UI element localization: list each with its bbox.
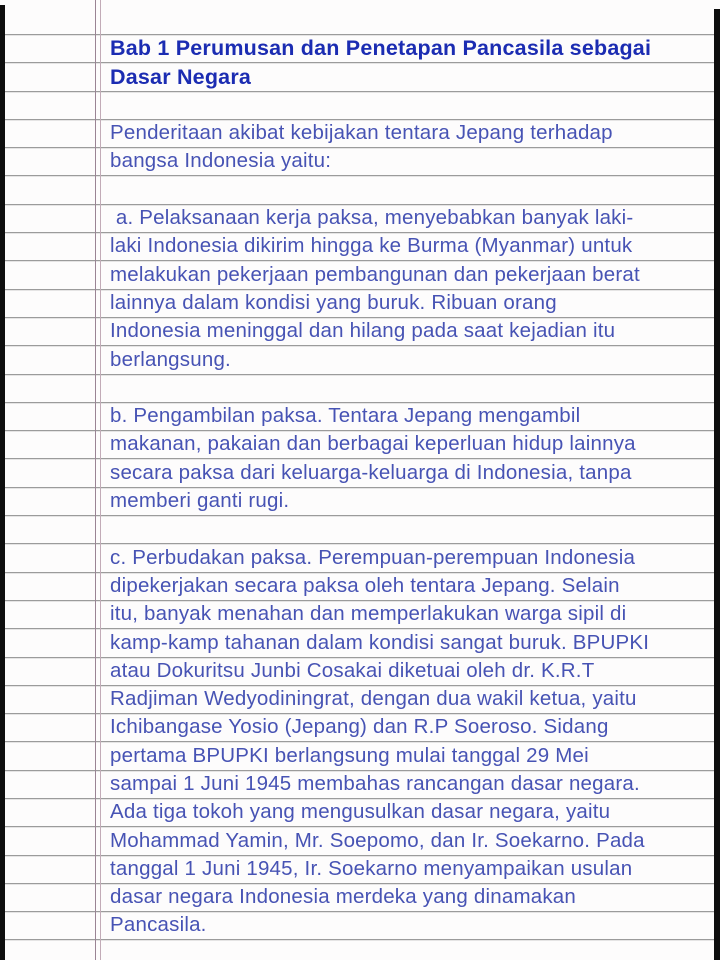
notebook-line bbox=[0, 658, 720, 686]
line-text: itu, banyak menahan dan memperlakukan warga sipil di bbox=[110, 602, 627, 626]
notebook-line bbox=[0, 856, 720, 884]
notebook-line bbox=[0, 375, 720, 403]
line-text: a. Pelaksanaan kerja paksa, menyebabkan banyak laki- bbox=[110, 206, 634, 230]
line-text: pertama BPUPKI berlangsung mulai tanggal 29 Mei bbox=[110, 743, 589, 767]
line-text: Radjiman Wedyodiningrat, dengan dua wakil ketua, yaitu bbox=[110, 687, 637, 711]
notebook-line bbox=[0, 205, 720, 233]
line-text: dipekerjakan secara paksa oleh tentara Jepang. Selain bbox=[110, 573, 620, 597]
notebook-line bbox=[0, 516, 720, 544]
line-text: Bab 1 Perumusan dan Penetapan Pancasila sebagai bbox=[110, 36, 652, 61]
notebook-line bbox=[0, 148, 720, 176]
notebook-line bbox=[0, 799, 720, 827]
line-text: Mohammad Yamin, Mr. Soepomo, dan Ir. Soekarno. Pada bbox=[110, 828, 645, 852]
line-text: lainnya dalam kondisi yang buruk. Ribuan orang bbox=[110, 290, 557, 314]
notebook-line bbox=[0, 686, 720, 714]
notebook-line bbox=[0, 940, 720, 960]
line-text: tanggal 1 Juni 1945, Ir. Soekarno menyampaikan usulan bbox=[110, 856, 633, 880]
line-text: berlangsung. bbox=[110, 347, 231, 371]
notebook-line bbox=[0, 742, 720, 770]
notebook-line bbox=[0, 233, 720, 261]
line-text: Penderitaan akibat kebijakan tentara Jepang terhadap bbox=[110, 121, 613, 145]
notebook-line bbox=[0, 290, 720, 318]
notebook-line bbox=[0, 403, 720, 431]
line-text: Indonesia meninggal dan hilang pada saat kejadian itu bbox=[110, 319, 616, 343]
notebook-line bbox=[0, 63, 720, 91]
line-text: memberi ganti rugi. bbox=[110, 489, 290, 513]
notebook-line bbox=[0, 92, 720, 120]
notebook-line bbox=[0, 488, 720, 516]
line-text: Dasar Negara bbox=[110, 64, 252, 89]
line-text: Pancasila. bbox=[110, 913, 207, 937]
notebook-line bbox=[0, 7, 720, 35]
notebook-line bbox=[0, 827, 720, 855]
notebook-line bbox=[0, 771, 720, 799]
line-text: sampai 1 Juni 1945 membahas rancangan dasar negara. bbox=[110, 772, 640, 795]
notebook-line bbox=[0, 544, 720, 572]
notebook-line bbox=[0, 714, 720, 742]
line-text: bangsa Indonesia yaitu: bbox=[110, 149, 332, 173]
page-edge-left bbox=[0, 5, 5, 960]
line-text: melakukan pekerjaan pembangunan dan pekerjaan berat bbox=[110, 262, 640, 286]
line-text: secara paksa dari keluarga-keluarga di Indonesia, tanpa bbox=[110, 460, 632, 484]
notebook-line bbox=[0, 431, 720, 459]
notebook-line bbox=[0, 318, 720, 346]
line-text: laki Indonesia dikirim hingga ke Burma (Myanmar) untuk bbox=[110, 234, 633, 258]
page-edge-right bbox=[714, 9, 720, 960]
notebook-line bbox=[0, 912, 720, 940]
line-text: atau Dokuritsu Junbi Cosakai diketuai oleh dr. K.R.T bbox=[110, 658, 595, 682]
margin-rule-line bbox=[95, 0, 101, 960]
notebook-line bbox=[0, 459, 720, 487]
notebook-line bbox=[0, 573, 720, 601]
line-text: Ichibangase Yosio (Jepang) dan R.P Soeroso. Sidang bbox=[110, 715, 609, 739]
notebook-line bbox=[0, 601, 720, 629]
line-text: kamp-kamp tahanan dalam kondisi sangat buruk. BPUPKI bbox=[110, 630, 650, 654]
line-text: Ada tiga tokoh yang mengusulkan dasar negara, yaitu bbox=[110, 800, 611, 824]
line-text: dasar negara Indonesia merdeka yang dinamakan bbox=[110, 885, 576, 909]
line-text: makanan, pakaian dan berbagai keperluan hidup lainnya bbox=[110, 432, 636, 456]
line-text: b. Pengambilan paksa. Tentara Jepang mengambil bbox=[110, 404, 581, 428]
line-text: c. Perbudakan paksa. Perempuan-perempuan Indonesia bbox=[110, 545, 636, 569]
notebook-line bbox=[0, 629, 720, 657]
notebook-line bbox=[0, 120, 720, 148]
notebook-line bbox=[0, 261, 720, 289]
notebook-line bbox=[0, 176, 720, 204]
notebook-line bbox=[0, 884, 720, 912]
notebook-line bbox=[0, 346, 720, 374]
notebook-line bbox=[0, 35, 720, 63]
